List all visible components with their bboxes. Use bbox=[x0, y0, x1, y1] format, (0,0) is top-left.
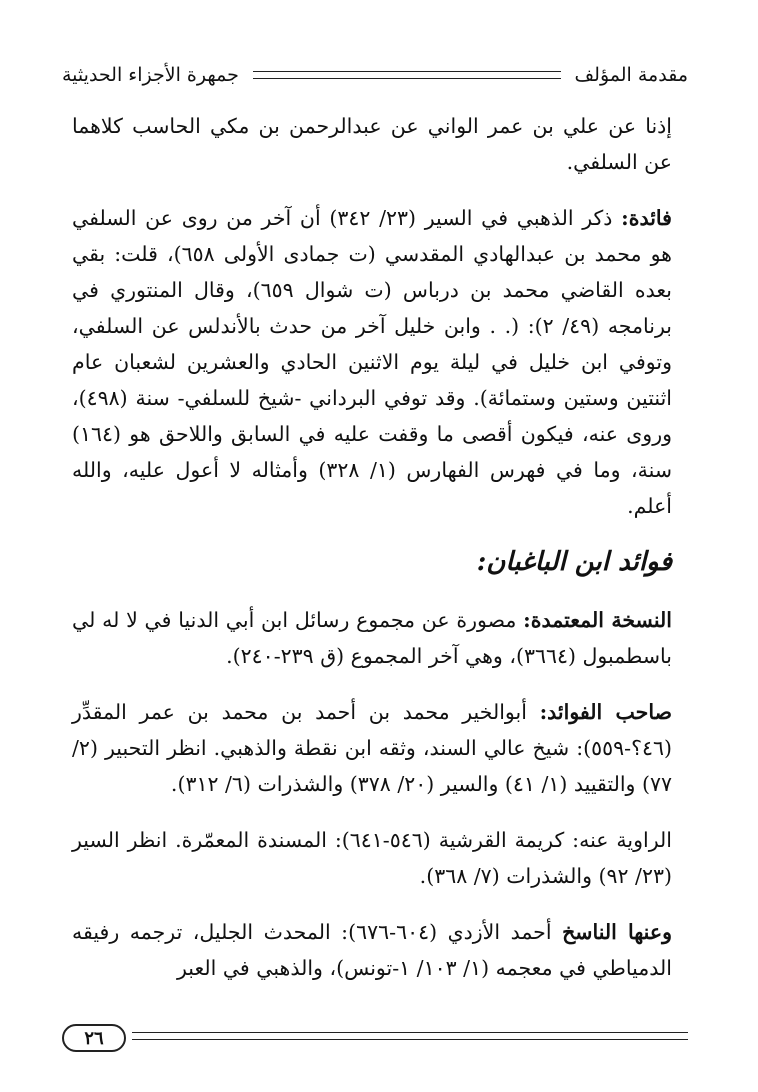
manuscript-label: النسخة المعتمدة: bbox=[523, 608, 672, 632]
page-body bbox=[72, 108, 672, 1006]
manuscript-text: مصورة عن مجموع رسائل ابن أبي الدنيا في لا له لي باسطمبول (٣٦٦٤)، وهي آخر المجموع (ق ٢٣٩-٢٤٠). bbox=[72, 608, 672, 668]
paragraph-narrator bbox=[72, 822, 672, 894]
page-footer bbox=[62, 1024, 688, 1054]
header-section-title: مقدمة المؤلف bbox=[574, 64, 688, 86]
fayda-label: فائدة: bbox=[621, 206, 672, 230]
running-header bbox=[62, 58, 688, 92]
paragraph-author bbox=[72, 694, 672, 802]
page-number: ٢٦ bbox=[62, 1024, 126, 1052]
paragraph-copyist bbox=[72, 914, 672, 986]
paragraph-1 bbox=[72, 108, 672, 180]
section-heading: فوائد ابن الباغبان: bbox=[476, 547, 672, 577]
copyist-label: وعنها الناسخ bbox=[562, 920, 672, 944]
footer-rule bbox=[132, 1032, 688, 1040]
paragraph-1-text: إذنا عن علي بن عمر الواني عن عبدالرحمن بن مكي الحاسب كلاهما عن السلفي. bbox=[72, 114, 672, 174]
author-text: أبوالخير محمد بن أحمد بن محمد بن عمر المقدِّر (٤٦؟-٥٥٩): شيخ عالي السند، وثقه ابن نقطة والذهبي. انظر التحبير (٢/ ٧٧) والتقييد (١/ ٤١) والسير (٢٠/ ٣٧٨) والشذرات (٦/ ٣١٢). bbox=[72, 700, 672, 796]
narrator-label: الراوية عنه: bbox=[572, 828, 672, 852]
copyist-text: أحمد الأزدي (٦٠٤-٦٧٦): المحدث الجليل، ترجمه رفيقه الدمياطي في معجمه (١/ ١٠٣/ ١-تونس)، والذهبي في العبر bbox=[72, 920, 672, 980]
fayda-text: ذكر الذهبي في السير (٢٣/ ٣٤٢) أن آخر من روى عن السلفي هو محمد بن عبدالهادي المقدسي (ت جمادى الأولى ٦٥٨)، قلت: بقي بعده القاضي محمد بن درباس (ت شوال ٦٥٩)، وقال المنتوري في برنامجه (٤٩/ ٢): (. . وابن خليل آخر من حدث بالأندلس عن السلفي، وتوفي ابن خليل في ليلة يوم الاثنين الحادي والعشرين لشعبان عام اثنتين وستين وستمائة). وقد توفي البرداني -شيخ للسلفي- سنة (٤٩٨)، وروى عنه، فيكون أقصى ما وقفت عليه في السابق واللاحق هو (١٦٤) سنة، وما في فهرس الفهارس (١/ ٣٢٨) وأمثاله لا أعول عليه، والله أعلم. bbox=[72, 206, 673, 518]
paragraph-fayda bbox=[72, 200, 672, 524]
paragraph-manuscript bbox=[72, 602, 672, 674]
header-rule bbox=[253, 71, 561, 79]
narrator-text: كريمة القرشية (٥٤٦-٦٤١): المسندة المعمّرة. انظر السير (٢٣/ ٩٢) والشذرات (٧/ ٣٦٨). bbox=[72, 828, 672, 888]
author-label: صاحب الفوائد: bbox=[539, 700, 672, 724]
header-book-title: جمهرة الأجزاء الحديثية bbox=[62, 64, 239, 86]
